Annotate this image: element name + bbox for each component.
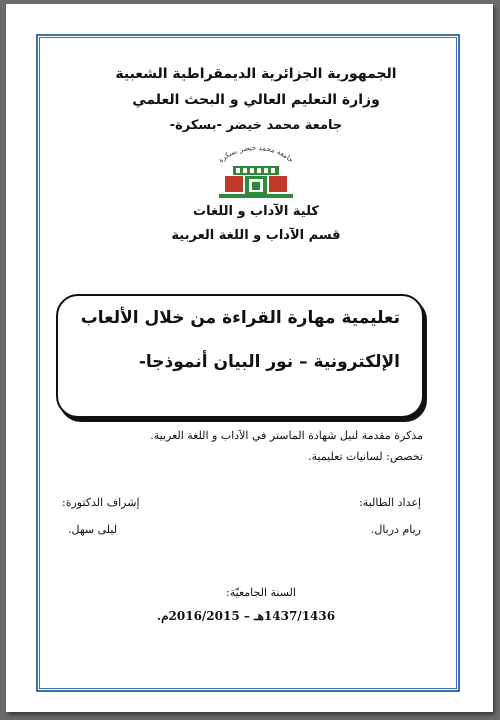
academic-year-value: 1437/1436هـ – 2016/2015م. — [156, 609, 336, 623]
thesis-title-line1: تعليمية مهارة القراءة من خلال الألعاب — [80, 308, 400, 328]
supervisor-name: ليلى سهل. — [68, 523, 118, 536]
department-name: قسم الآداب و اللغة العربية — [171, 228, 341, 243]
logo-red-block-right — [269, 176, 287, 192]
thesis-purpose: مذكرة مقدمة لنيل شهادة الماستر في الآداب و اللغة العربية. — [150, 429, 423, 442]
supervisor-label: إشراف الدكتورة: — [62, 496, 140, 509]
logo-base-band — [219, 194, 293, 198]
specialization: تخصص: لسانيات تعليمية. — [308, 450, 423, 463]
logo-red-block-left — [225, 176, 243, 192]
thesis-title-line2: الإلكترونية – نور البيان أنموذجا- — [138, 352, 400, 372]
university-logo — [203, 144, 309, 202]
prepared-by-label: إعداد الطالبة: — [359, 496, 421, 509]
document-page — [6, 4, 493, 712]
university-name: جامعة محمد خيضر -بسكرة- — [169, 118, 343, 133]
student-name: ريام دربال. — [370, 523, 421, 536]
republic-name: الجمهورية الجزائرية الديمقراطية الشعبية — [115, 66, 397, 82]
faculty-name: كلية الآداب و اللغات — [193, 204, 319, 219]
logo-arc-text: جامعة محمد خيضر بسكرة — [216, 144, 296, 165]
title-box — [56, 294, 424, 418]
academic-year-label: السنة الجامعيّة: — [226, 586, 296, 599]
ministry-name: وزارة التعليم العالي و البحث العلمي — [132, 92, 380, 108]
